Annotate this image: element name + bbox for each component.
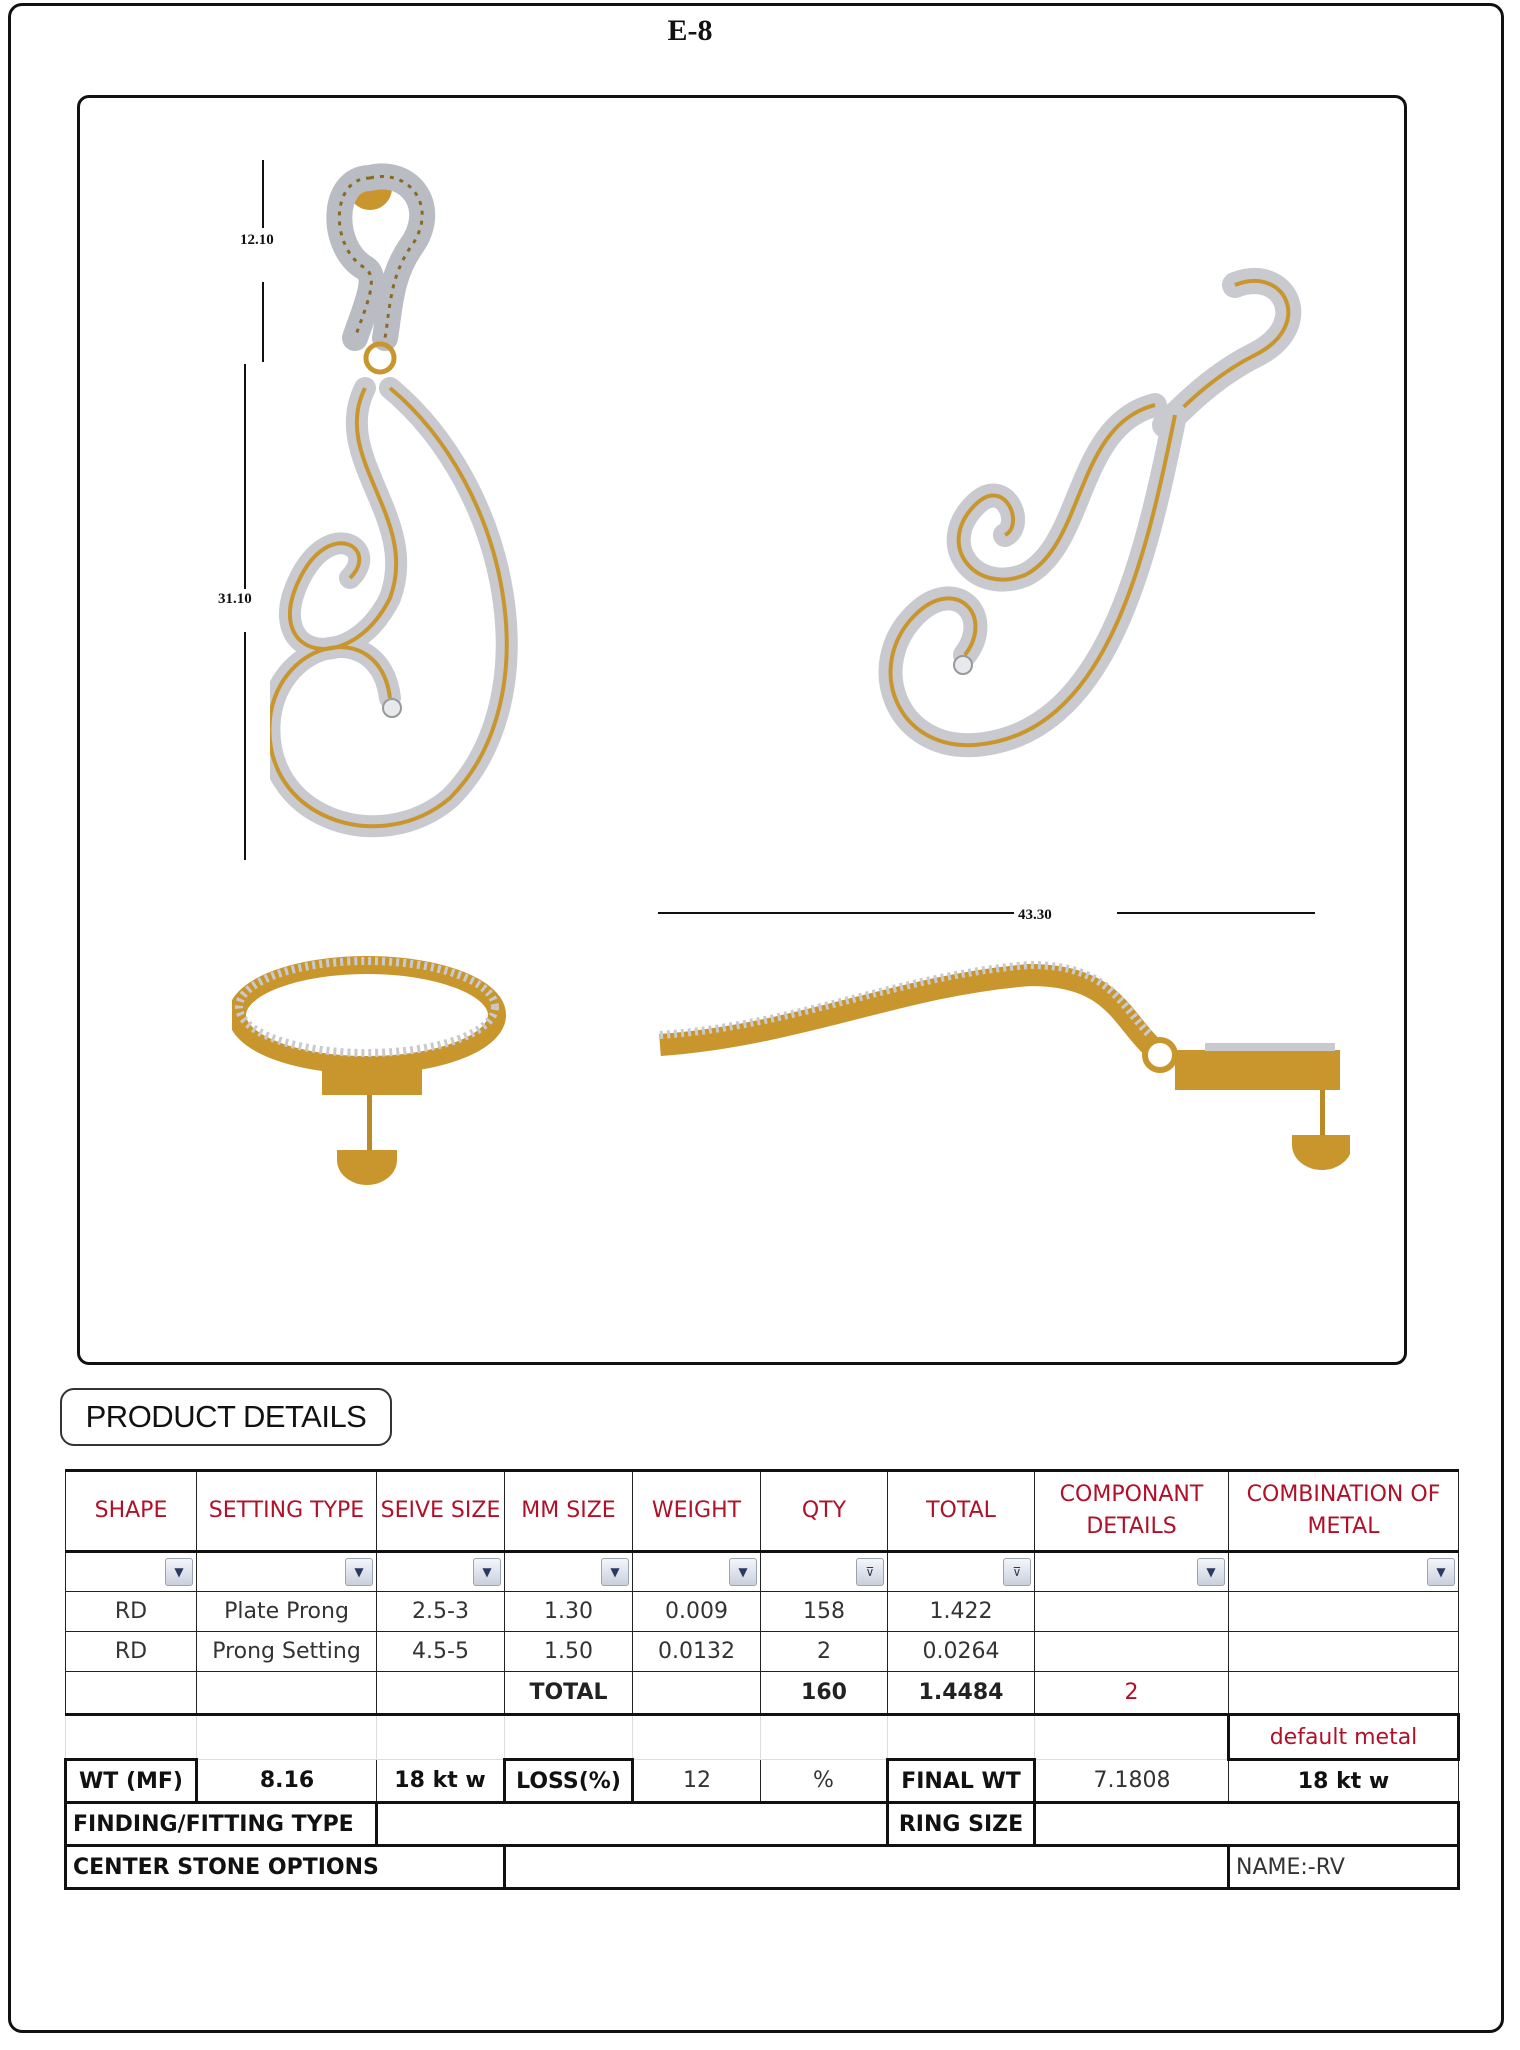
ring-size-label: RING SIZE [888, 1803, 1035, 1846]
totals-row [66, 1672, 1459, 1715]
dimension-line-top-lower [262, 282, 264, 362]
center-stone-label: CENTER STONE OPTIONS [66, 1846, 505, 1889]
filter-dropdown-metal[interactable]: ▼ [1427, 1558, 1455, 1586]
cell-seive-size: 4.5-5 [377, 1632, 505, 1672]
cell-total: 0.0264 [888, 1632, 1035, 1672]
dimension-side-length: 43.30 [1018, 907, 1052, 923]
totals-componant: 2 [1035, 1672, 1229, 1715]
table-header-row [66, 1471, 1459, 1552]
cell-mm-size: 1.50 [505, 1632, 633, 1672]
totals-label: TOTAL [505, 1672, 633, 1715]
header-componant-details: COMPONANT DETAILS [1035, 1471, 1229, 1552]
dimension-line-side-left [658, 912, 1014, 914]
filter-active-total-icon[interactable]: ⊽ [1003, 1558, 1031, 1586]
wt-mf-value: 8.16 [197, 1760, 377, 1803]
cell-mm-size: 1.30 [505, 1592, 633, 1632]
cell-total: 1.422 [888, 1592, 1035, 1632]
table-row [66, 1592, 1459, 1632]
header-qty: QTY [761, 1471, 888, 1552]
header-seive-size: SEIVE SIZE [377, 1471, 505, 1552]
filter-dropdown-weight[interactable]: ▼ [729, 1558, 757, 1586]
filter-active-qty-icon[interactable]: ⊽ [856, 1558, 884, 1586]
dimension-line-body-lower [244, 632, 246, 860]
header-combination-of-metal: COMBINATION OF METAL [1229, 1471, 1459, 1552]
wt-mf-label: WT (MF) [66, 1760, 197, 1803]
dimension-line-side-right [1117, 912, 1315, 914]
document-code: E-8 [667, 14, 713, 47]
ring-size-value [1035, 1803, 1459, 1846]
dimension-line-body [244, 364, 246, 589]
header-weight: WEIGHT [633, 1471, 761, 1552]
finding-row [66, 1803, 1459, 1846]
final-wt-value: 7.1808 [1035, 1760, 1229, 1803]
earring-angled-view-image [855, 245, 1315, 785]
cell-qty: 158 [761, 1592, 888, 1632]
filter-row [66, 1552, 1459, 1592]
cell-componant [1035, 1632, 1229, 1672]
loss-unit: % [761, 1760, 888, 1803]
cell-weight: 0.0132 [633, 1632, 761, 1672]
designer-name: NAME:-RV [1229, 1846, 1459, 1889]
final-wt-label: FINAL WT [888, 1760, 1035, 1803]
cell-metal [1229, 1632, 1459, 1672]
totals-total: 1.4484 [888, 1672, 1035, 1715]
center-stone-row [66, 1846, 1459, 1889]
filter-dropdown-setting-type[interactable]: ▼ [345, 1558, 373, 1586]
cell-componant [1035, 1592, 1229, 1632]
dimension-line-top [262, 160, 264, 228]
default-metal-row [66, 1715, 1459, 1760]
filter-dropdown-componant[interactable]: ▼ [1197, 1558, 1225, 1586]
earring-top-side-view-image [232, 955, 512, 1185]
header-setting-type: SETTING TYPE [197, 1471, 377, 1552]
earring-front-view-image [270, 158, 560, 858]
cell-setting-type: Plate Prong [197, 1592, 377, 1632]
center-stone-value [505, 1846, 1229, 1889]
cell-setting-type: Prong Setting [197, 1632, 377, 1672]
default-metal-label: default metal [1229, 1715, 1459, 1760]
loss-value: 12 [633, 1760, 761, 1803]
wt-metal: 18 kt w [377, 1760, 505, 1803]
product-details-title: PRODUCT DETAILS [60, 1388, 392, 1446]
cell-qty: 2 [761, 1632, 888, 1672]
dimension-body-height: 31.10 [218, 591, 252, 607]
totals-qty: 160 [761, 1672, 888, 1715]
finding-fitting-label: FINDING/FITTING TYPE [66, 1803, 377, 1846]
filter-dropdown-shape[interactable]: ▼ [165, 1558, 193, 1586]
dimension-top-height: 12.10 [240, 232, 274, 248]
table-row [66, 1632, 1459, 1672]
header-shape: SHAPE [66, 1471, 197, 1552]
header-mm-size: MM SIZE [505, 1471, 633, 1552]
final-metal: 18 kt w [1229, 1760, 1459, 1803]
filter-dropdown-seive-size[interactable]: ▼ [473, 1558, 501, 1586]
cell-shape: RD [66, 1592, 197, 1632]
weight-row [66, 1760, 1459, 1803]
earring-side-view-image [650, 955, 1350, 1185]
finding-fitting-value [377, 1803, 888, 1846]
cell-seive-size: 2.5-3 [377, 1592, 505, 1632]
loss-label: LOSS(%) [505, 1760, 633, 1803]
cell-shape: RD [66, 1632, 197, 1672]
product-details-table [64, 1469, 1460, 1890]
filter-dropdown-mm-size[interactable]: ▼ [601, 1558, 629, 1586]
header-total: TOTAL [888, 1471, 1035, 1552]
cell-weight: 0.009 [633, 1592, 761, 1632]
cell-metal [1229, 1592, 1459, 1632]
